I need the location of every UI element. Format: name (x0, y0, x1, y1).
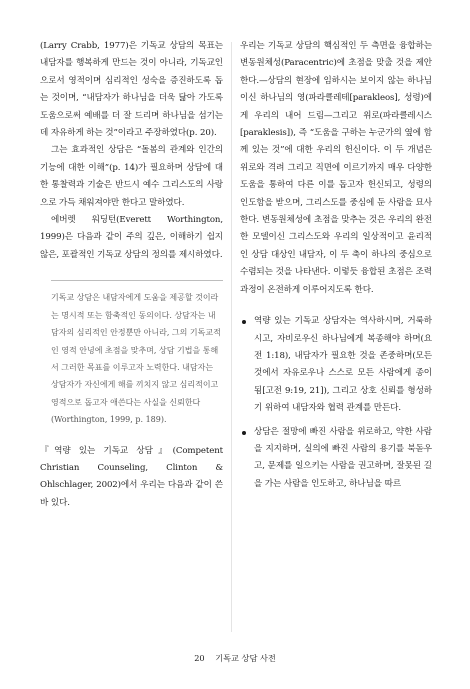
left-paragraph-1: (Larry Crabb, 1977)은 기독교 상담의 목표는 내담자를 행복하게 만드는 것이 아니라, 기독교인으로서 영적이며 심리적인 성숙을 증진하도록 돕는 것이며, “내담자가 하나님을 더욱 닮아 가도록 도움으로써 예배를 더 잘 드리며 하나님을 섬기는 데 자유하게 하는 것”이라고 주장하였다(p. 20). (40, 41, 223, 139)
page-number: 20 (194, 653, 205, 663)
right-column (240, 38, 432, 499)
bullet-text: 역량 있는 기독교 상담자는 역사하시며, 거룩하시고, 자비로우신 하나님에게 복종해야 하며(요전 1:18), 내담자가 필요한 것을 존중하며(모든 것에서 자유로우나 스스로 모든 사람에게 종이 됨[고전 9:19, 21]), 그리고 상호 신뢰를 형성하기 위하여 내담자와 협력 관계를 만든다. (254, 316, 432, 414)
block-quote (40, 280, 223, 428)
running-title: 기독교 상담 사전 (215, 653, 276, 663)
bullet-text: 상담은 절망에 빠진 사람을 위로하고, 약한 사람을 지지하며, 실의에 빠진 사람의 용기를 북돋우고, 문제를 일으키는 사람을 권고하며, 잘못된 길을 가는 사람을 인도하고, 하나님을 따르 (254, 426, 432, 489)
list-item (240, 424, 432, 494)
left-paragraph-4: 『역량 있는 기독교 상담』(Competent Christian Counseling, Clinton & Ohlschlager, 2002)에서 우리는 다음과 같이 쓴 바 있다. (40, 445, 223, 508)
bullet-list (240, 313, 432, 493)
column-divider (231, 42, 232, 632)
bullet-icon (242, 320, 246, 324)
page-footer (0, 653, 470, 664)
left-paragraph-3: 에버렛 워딩턴(Everett Worthington, 1999)은 다음과 같이 주의 깊은, 이해하기 쉽지 않은, 포괄적인 기독교 상담의 정의를 제시하였다. (40, 215, 223, 260)
block-quote-text: 기독교 상담은 내담자에게 도움을 제공할 것이라는 명시적 또는 함축적인 동의이다. 상담자는 내담자의 심리적인 안정뿐만 아니라, 그의 기독교적인 영적 안녕에 초점을 맞추며, 상담 기법을 통해서 그러한 목표를 이루고자 노력한다. 내담자는 상담자가 자신에게 해를 끼치지 않고 심리적이고 영적으로 돕고자 애쓴다는 사실을 신뢰한다(Worthington, 1999, p. 189). (51, 293, 221, 425)
right-paragraph-1: 우리는 기독교 상담의 핵심적인 두 측면을 융합하는 변동원체성(Paracentric)에 초점을 맞출 것을 제안한다.—상담의 현장에 임하시는 보이지 않는 하나님이신 하나님의 영(파라클레테[parakleos], 성령)에게 우리의 내어 드림—그리고 위로(파라클레시스[paraklesis]), 즉 “도움을 구하는 누군가의 옆에 함께 있는 것”에 대한 우리의 헌신이다. 이 두 개념은 위로와 격려 그리고 직면에 이르기까지 매우 다양한 도움을 통하여 다른 이를 돕고자 헌신되고, 성령의 인도함을 받으며, 그리스도를 중심에 둔 사람을 묘사한다. 변동원체성에 초점을 맞추는 것은 우리의 완전한 모델이신 그리스도와 우리의 일상적이고 윤리적인 상담 대상인 내담자, 이 두 축이 하나의 중심으로 수렴되는 것을 나타낸다. 이렇듯 융합된 초점은 조력 과정이 온전하게 이루어지도록 한다. (240, 41, 432, 295)
left-column (40, 38, 223, 512)
quote-top-rule (51, 280, 223, 281)
left-paragraph-2: 그는 효과적인 상담은 “돌봄의 관계와 인간의 기능에 대한 이해”(p. 14)가 필요하며 상담에 대한 통찰력과 기술은 반드시 예수 그리스도의 사랑으로 가득 채워져야만 한다고 말하였다. (40, 145, 223, 208)
list-item (240, 313, 432, 417)
bullet-icon (242, 431, 246, 435)
